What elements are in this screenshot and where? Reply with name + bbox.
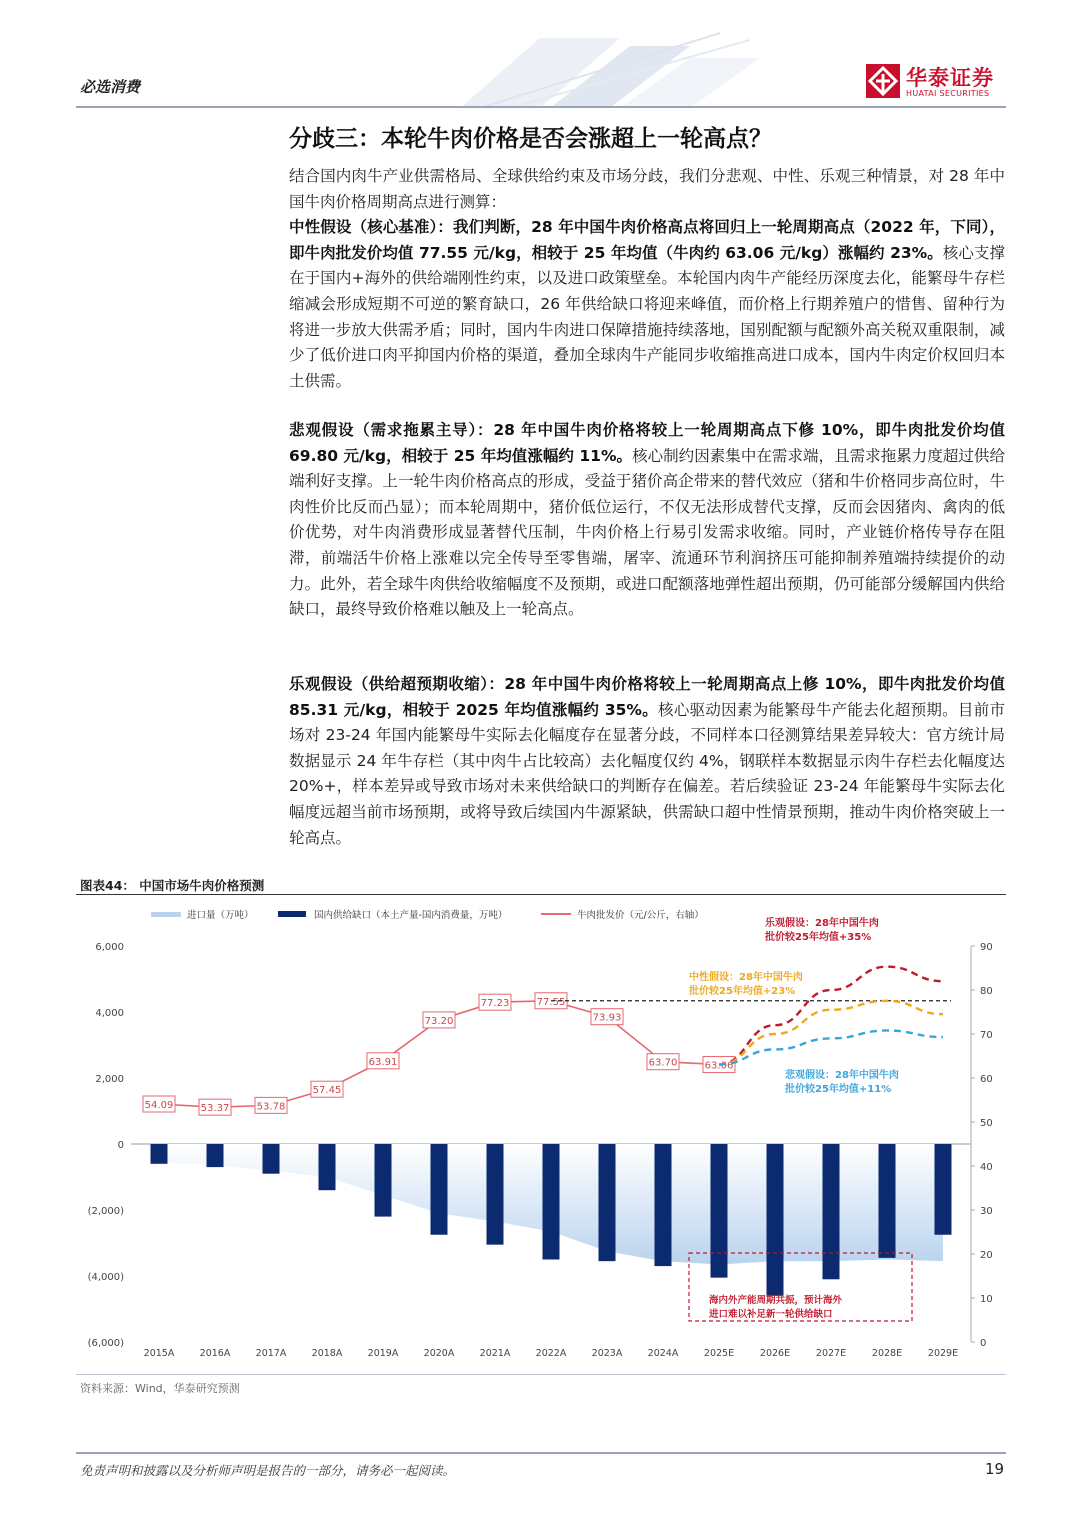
price-label: 53.78 — [256, 1101, 286, 1113]
price-label: 73.93 — [592, 1012, 622, 1024]
x-tick-label: 2020A — [423, 1348, 455, 1359]
x-tick-label: 2021A — [479, 1348, 511, 1359]
footer-divider — [76, 1452, 1006, 1454]
price-label: 54.09 — [144, 1100, 174, 1112]
supply-gap-bar — [935, 1144, 952, 1235]
y-right-tick: 30 — [980, 1206, 993, 1217]
y-right-tick: 20 — [980, 1250, 993, 1261]
supply-gap-bar — [543, 1144, 560, 1260]
supply-gap-bar — [263, 1144, 280, 1174]
price-label: 63.70 — [648, 1057, 678, 1069]
huatai-logo — [866, 62, 1006, 102]
supply-gap-bar — [879, 1144, 896, 1258]
price-label: 53.37 — [200, 1103, 230, 1115]
pessimistic-lead: 悲观假设（需求拖累主导）：28 年中国牛肉价格将较上一轮周期高点下修 10%，即牛肉批发价均值 69.80 元/kg，相较于 25 年均值涨幅约 11%。 — [289, 421, 1005, 465]
neutral-lead: 中性假设（核心基准）：我们判断，28 年中国牛肉价格高点将回归上一轮周期高点（2022 年，下同），即牛肉批发价均值 77.55 元/kg，相较于 25 年均值（牛肉约 63.06 元/kg）涨幅约 23%。 — [289, 218, 1005, 262]
supply-gap-note: 进口难以补足新一轮供给缺口 — [709, 1309, 833, 1320]
y-right-tick: 40 — [980, 1162, 993, 1173]
supply-gap-bar — [375, 1144, 392, 1217]
supply-gap-bar — [767, 1144, 784, 1296]
x-tick-label: 2027E — [815, 1348, 847, 1359]
scenario-note-悲观: 批价较25年均值+11% — [785, 1084, 892, 1095]
y-right-tick: 0 — [980, 1338, 987, 1349]
neutral-body: 核心支撑在于国内+海外的供给端刚性约束，以及进口政策壁垒。本轮国内肉牛产能经历深度去化，能繁母牛存栏缩减会形成短期不可逆的繁育缺口，26 年供给缺口将迎来峰值，而价格上行期养殖户的惜售、留种行为将进一步放大供需矛盾；同时，国内牛肉进口保障措施持续落地，国别配额与配额外高关税双重限制，减少了低价进口肉平抑国内价格的渠道，叠加全球肉牛产能同步收缩推高进口成本，国内牛肉定价权回归本土供需。 — [289, 243, 1005, 390]
y-left-tick: 6,000 — [95, 942, 124, 953]
y-left-tick: (4,000) — [87, 1272, 124, 1283]
legend-swatch-import — [151, 912, 181, 917]
scenario-note-悲观: 悲观假设：28年中国牛肉 — [785, 1070, 899, 1081]
price-label: 57.45 — [312, 1085, 342, 1097]
x-tick-label: 2017A — [255, 1348, 287, 1359]
source-divider — [76, 1374, 1006, 1375]
section-title: 分歧三：本轮牛肉价格是否会涨超上一轮高点？ — [289, 126, 772, 152]
legend-label: 国内供给缺口（本土产量-国内消费量，万吨） — [314, 910, 508, 921]
figure-title: 图表44： 中国市场牛肉价格预测 — [80, 878, 265, 893]
y-right-tick: 60 — [980, 1074, 993, 1085]
supply-gap-bar — [711, 1144, 728, 1278]
optimistic-paragraph — [289, 672, 1005, 851]
figure-source: 资料来源：Wind，华泰研究预测 — [80, 1382, 240, 1395]
beef-price-chart — [76, 898, 1006, 1368]
supply-gap-bar — [823, 1144, 840, 1279]
figure-divider — [76, 894, 1006, 895]
y-left-tick: 2,000 — [95, 1074, 124, 1085]
optimistic-body: 核心驱动因素为能繁母牛产能去化超预期。目前市场对 23-24 年国内能繁母牛实际去化幅度存在显著分歧，不同样本口径测算结果差异较大：官方统计局数据显示 24 年牛存栏（其中肉牛占比较高）去化幅度仅约 4%，钢联样本数据显示肉牛存栏去化幅度达 20%+，样本差异或导致市场对未来供给缺口的判断存在偏差。若后续验证 23-24 年能繁母牛实际去化幅度远超当前市场预期，或将导致后续国内牛源紧缺，供需缺口超中性情景预期，推动牛肉价格突破上一轮高点。 — [289, 700, 1005, 847]
pessimistic-paragraph — [289, 418, 1005, 623]
chart-legend — [151, 909, 704, 921]
supply-gap-bar — [599, 1144, 616, 1261]
x-tick-label: 2018A — [311, 1348, 343, 1359]
price-label: 77.23 — [480, 998, 510, 1010]
y-left-tick: 4,000 — [95, 1008, 124, 1019]
legend-label: 牛肉批发价（元/公斤，右轴） — [577, 910, 704, 921]
supply-gap-bar — [487, 1144, 504, 1245]
price-label: 63.91 — [368, 1056, 398, 1068]
x-tick-label: 2025E — [703, 1348, 735, 1359]
price-label: 63.06 — [704, 1060, 734, 1072]
logo-mark-icon — [866, 64, 900, 98]
scenario-note-中性: 中性假设：28年中国牛肉 — [689, 972, 803, 983]
x-tick-label: 2016A — [199, 1348, 231, 1359]
price-label: 77.55 — [536, 996, 566, 1008]
logo-name: 华泰证券 — [906, 66, 994, 90]
scenario-note-乐观: 乐观假设：28年中国牛肉 — [765, 918, 879, 929]
x-tick-label: 2024A — [647, 1348, 679, 1359]
pessimistic-body: 核心制约因素集中在需求端，且需求拖累力度超过供给端利好支撑。上一轮牛肉价格高点的形成，受益于猪价高企带来的替代效应（猪和牛价格同步高位时，牛肉性价比反而凸显）；而本轮周期中，猪价低位运行，不仅无法形成替代支撑，反而会因猪肉、禽肉的低价优势，对牛肉消费形成显著替代压制，牛肉价格上行易引发需求收缩。同时，产业链价格传导存在阻滞，前端活牛价格上涨难以完全传导至零售端，屠宰、流通环节利润挤压可能抑制养殖端持续提价的动力。此外，若全球牛肉供给收缩幅度不及预期，或进口配额落地弹性超出预期，仍可能部分缓解国内供给缺口，最终导致价格难以触及上一轮高点。 — [289, 446, 1005, 619]
supply-gap-bar — [207, 1144, 224, 1167]
scenario-note-中性: 批价较25年均值+23% — [689, 986, 796, 997]
x-tick-label: 2028E — [871, 1348, 903, 1359]
supply-gap-bar — [319, 1144, 336, 1190]
footer-disclaimer: 免责声明和披露以及分析师声明是报告的一部分，请务必一起阅读。 — [80, 1463, 456, 1478]
price-line — [143, 993, 735, 1115]
price-label: 73.20 — [424, 1015, 454, 1027]
page-number: 19 — [985, 1460, 1005, 1478]
legend-label: 进口量（万吨） — [187, 910, 254, 921]
x-tick-label: 2015A — [143, 1348, 175, 1359]
supply-gap-bar — [151, 1144, 168, 1164]
supply-gap-bars — [151, 1144, 952, 1296]
supply-gap-bar — [655, 1144, 672, 1266]
y-left-tick: 0 — [117, 1140, 124, 1151]
x-tick-label: 2019A — [367, 1348, 399, 1359]
x-tick-label: 2022A — [535, 1348, 567, 1359]
y-right-tick: 50 — [980, 1118, 993, 1129]
supply-gap-note: 海内外产能周期共振，预计海外 — [709, 1295, 843, 1306]
logo-sub: HUATAI SECURITIES — [906, 89, 990, 98]
x-tick-label: 2029E — [927, 1348, 959, 1359]
section-label: 必选消费 — [80, 78, 141, 96]
x-tick-label: 2026E — [759, 1348, 791, 1359]
optimistic-lead: 乐观假设（供给超预期收缩）：28 年中国牛肉价格将较上一轮周期高点上修 10%，即牛肉批发价均值 85.31 元/kg，相较于 2025 年均值涨幅约 35%。 — [289, 675, 1005, 719]
y-left-tick: (2,000) — [87, 1206, 124, 1217]
intro-text: 结合国内肉牛产业供需格局、全球供给约束及市场分歧，我们分悲观、中性、乐观三种情景，对 28 年中国牛肉价格周期高点进行测算： — [289, 167, 1005, 211]
header-banner-graphic — [420, 28, 800, 108]
y-right-tick: 10 — [980, 1294, 993, 1305]
y-right-tick: 80 — [980, 986, 993, 997]
header-divider — [76, 106, 1006, 108]
scenario-curve-悲观 — [719, 1030, 943, 1064]
y-right-tick: 90 — [980, 942, 993, 953]
scenario-note-乐观: 批价较25年均值+35% — [765, 932, 872, 943]
y-left-tick: (6,000) — [87, 1338, 124, 1349]
y-right-tick: 70 — [980, 1030, 993, 1041]
intro-paragraph — [289, 164, 1005, 394]
supply-gap-bar — [431, 1144, 448, 1235]
x-tick-label: 2023A — [591, 1348, 623, 1359]
legend-swatch-gap — [278, 911, 306, 917]
